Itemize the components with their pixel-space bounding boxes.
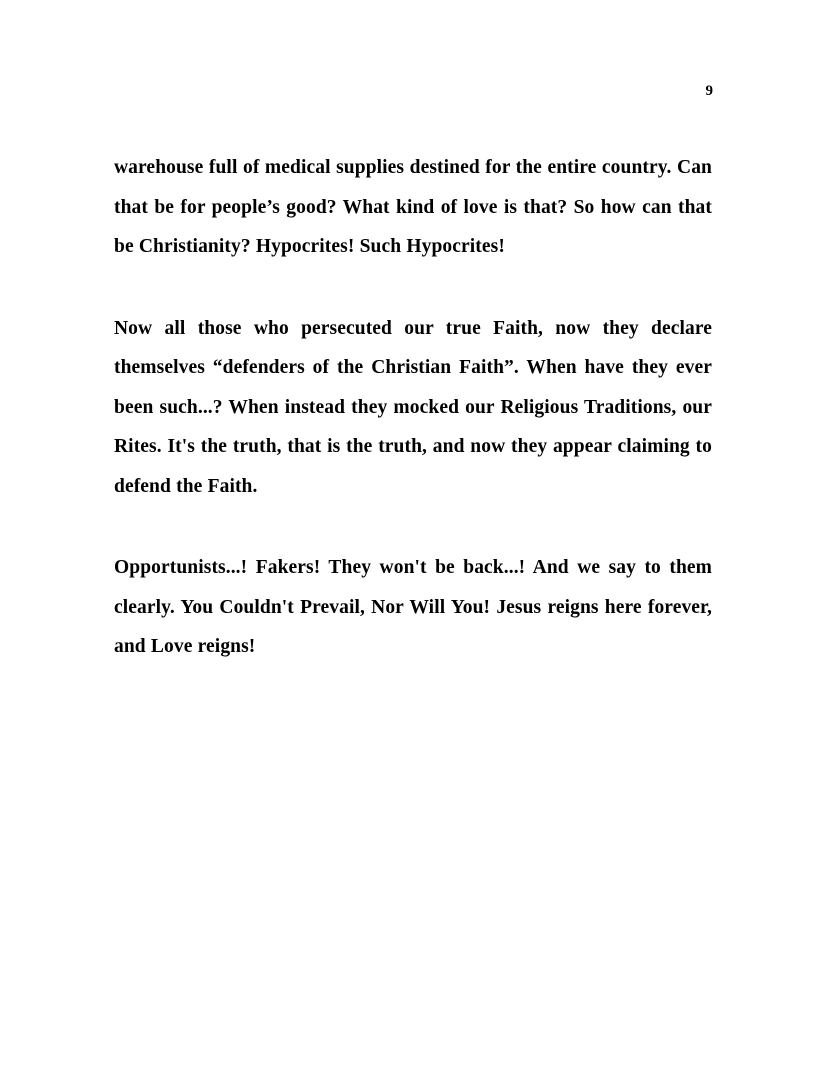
body-text xyxy=(114,148,712,667)
paragraph: Now all those who persecuted our true Faith, now they declare themselves “defenders of the Christian Faith”. When have they ever been such...? When instead they mocked our Religious Traditions, our Rites. It's the truth, that is the truth, and now they appear claiming to defend the Faith. xyxy=(114,317,712,497)
paragraph: Opportunists...! Fakers! They won't be back...! And we say to them clearly. You Couldn't Prevail, Nor Will You! Jesus reigns here forever, and Love reigns! xyxy=(114,557,712,657)
paragraph: warehouse full of medical supplies destined for the entire country. Can that be for people’s good? What kind of love is that? So how can that be Christianity? Hypocrites! Such Hypocrites! xyxy=(114,157,712,257)
page-number: 9 xyxy=(705,83,713,99)
